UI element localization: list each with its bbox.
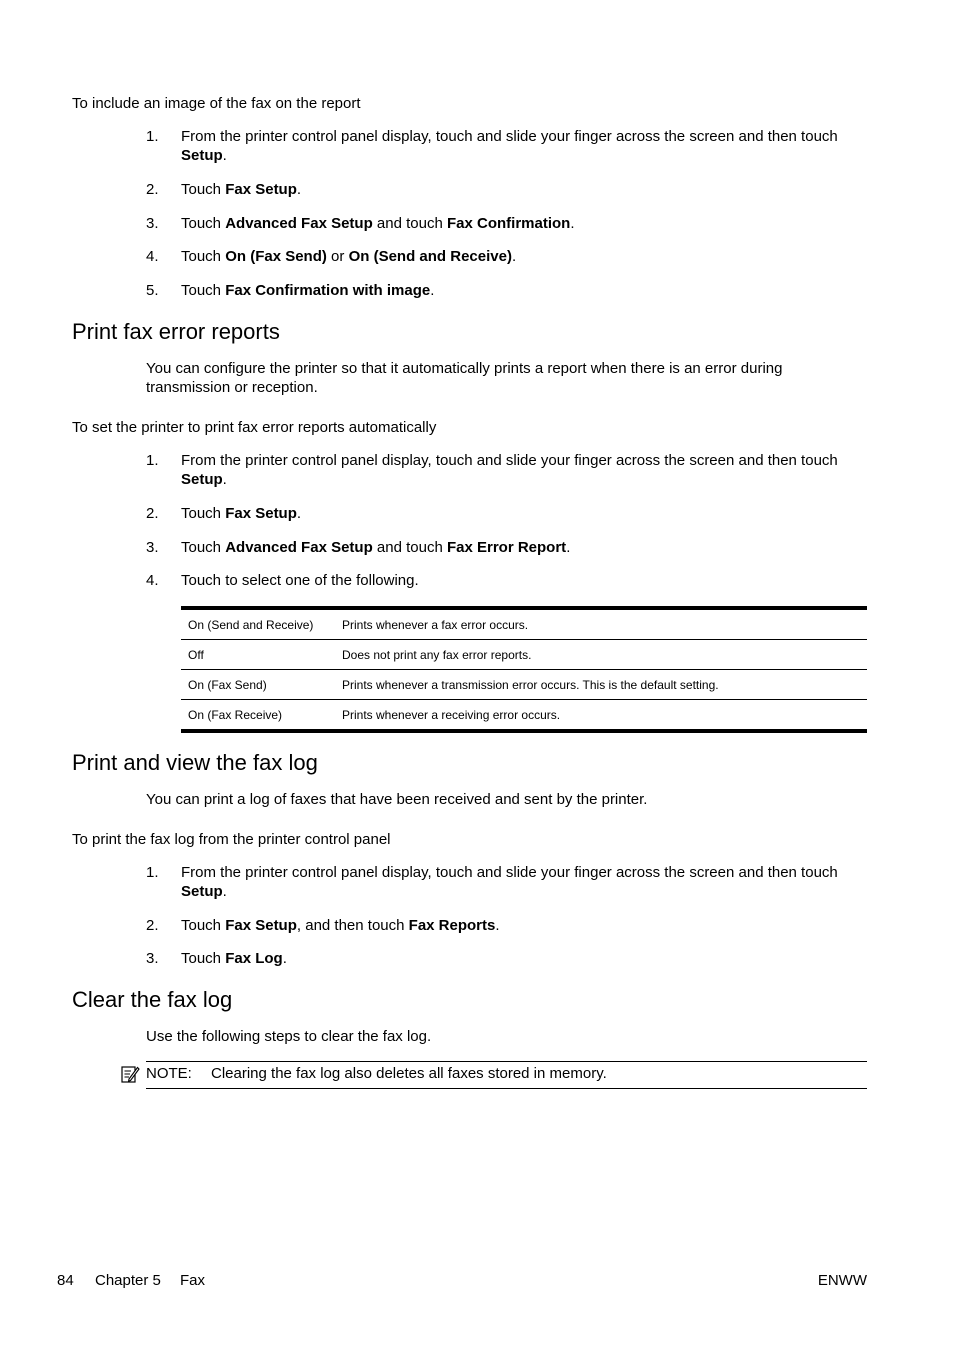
step-text-part: and touch	[372, 539, 447, 556]
ui-term: Setup	[181, 471, 223, 488]
step-text-part: .	[495, 917, 500, 934]
heading-clear-fax-log: Clear the fax log	[72, 987, 233, 1012]
procedure-title-fax-log: To print the fax log from the printer control panel	[72, 831, 391, 848]
ui-term: Fax Log	[225, 950, 283, 967]
ui-term: Setup	[181, 147, 223, 164]
step-text	[181, 916, 846, 935]
step-text-part: Touch	[181, 282, 226, 299]
step-text-part: From the printer control panel display, touch and slide your finger across the screen and then touch	[181, 128, 838, 145]
step-text-part: .	[222, 471, 227, 488]
footer-enww: ENWW	[817, 1272, 867, 1289]
option-name: On (Send and Receive)	[181, 608, 335, 640]
step-text-part: .	[222, 883, 227, 900]
step-text	[181, 214, 846, 233]
table-row	[181, 608, 867, 640]
option-name: On (Fax Receive)	[188, 707, 283, 722]
step-text	[181, 127, 846, 165]
table-row	[181, 670, 867, 700]
step-number: 3.	[146, 215, 159, 232]
step-text-part: , and then touch	[296, 917, 409, 934]
step-text	[181, 863, 846, 901]
step-text	[181, 949, 846, 968]
intro-clear-fax-log: Use the following steps to clear the fax log.	[146, 1028, 432, 1045]
ui-term: Advanced Fax Setup	[225, 215, 373, 232]
step-text-part: Touch	[181, 248, 226, 265]
step-text	[181, 281, 846, 300]
note-box	[146, 1061, 867, 1089]
note-label: NOTE:	[146, 1065, 192, 1082]
step-number: 4.	[146, 572, 159, 589]
step-text-part: .	[566, 539, 571, 556]
option-name: Off	[181, 640, 335, 670]
step-text-part: or	[326, 248, 349, 265]
step-number: 4.	[146, 248, 159, 265]
step-number: 1.	[146, 452, 159, 469]
error-report-options-table	[181, 606, 867, 733]
step-text-part: .	[282, 950, 287, 967]
step-text	[181, 180, 846, 199]
ui-term: Fax Error Report	[446, 539, 567, 556]
step-text	[181, 504, 846, 523]
step-number: 3.	[146, 950, 159, 967]
step-text-part: Touch	[181, 181, 226, 198]
footer-chapter-title: Fax	[180, 1272, 206, 1289]
option-description: Prints whenever a fax error occurs.	[335, 608, 867, 640]
note-icon	[120, 1064, 140, 1084]
step-text-part: .	[222, 147, 227, 164]
procedure-title-include-image: To include an image of the fax on the report	[72, 95, 361, 112]
ui-term: Setup	[181, 883, 223, 900]
step-number: 3.	[146, 539, 159, 556]
ui-term: Fax Reports	[408, 917, 496, 934]
step-text	[181, 571, 846, 590]
option-description: Prints whenever a transmission error occurs. This is the default setting.	[335, 670, 867, 700]
option-name: On (Fax Send)	[181, 670, 335, 700]
step-text-part: Touch	[181, 215, 226, 232]
note-text: Clearing the fax log also deletes all faxes stored in memory.	[211, 1065, 607, 1082]
step-text-part: .	[511, 248, 517, 265]
step-text-part: Touch	[181, 505, 226, 522]
ui-term: Fax Setup	[225, 917, 297, 934]
step-text	[181, 247, 846, 266]
step-text	[181, 538, 846, 557]
intro-print-view-fax-log: You can print a log of faxes that have been received and sent by the printer.	[146, 791, 648, 808]
step-text-part: .	[570, 215, 575, 232]
ui-term: On (Fax Send)	[225, 248, 327, 265]
option-description: Does not print any fax error reports.	[335, 640, 867, 670]
heading-print-view-fax-log: Print and view the fax log	[72, 750, 318, 775]
step-text-part: and touch	[372, 215, 447, 232]
step-text-part: .	[430, 282, 435, 299]
table-row	[181, 700, 867, 732]
step-number: 5.	[146, 282, 159, 299]
step-text-part: Touch	[181, 917, 226, 934]
step-text-part: Touch	[181, 950, 226, 967]
ui-term: On (Send and Receive)	[348, 248, 512, 265]
heading-print-fax-error-reports: Print fax error reports	[72, 319, 280, 344]
step-number: 2.	[146, 181, 159, 198]
step-text-part: Touch to select one of the following.	[181, 572, 419, 589]
step-text	[181, 451, 846, 489]
ui-term: Fax Confirmation	[446, 215, 571, 232]
ui-term: Fax Setup	[225, 505, 297, 522]
procedure-title-error-reports: To set the printer to print fax error reports automatically	[72, 419, 437, 436]
step-text-part: From the printer control panel display, touch and slide your finger across the screen and then touch	[181, 864, 838, 881]
step-text-part: .	[296, 505, 302, 522]
ui-term: Fax Confirmation with image	[225, 282, 431, 299]
step-text-part: Touch	[181, 539, 226, 556]
step-text-part: .	[296, 181, 302, 198]
step-number: 1.	[146, 864, 159, 881]
footer-chapter: Chapter 5	[95, 1272, 161, 1289]
intro-print-fax-error-reports: You can configure the printer so that it automatically prints a report when there is an error during transmission or reception.	[146, 360, 783, 396]
ui-term: Fax Setup	[225, 181, 297, 198]
option-description: Prints whenever a receiving error occurs.	[342, 707, 561, 722]
step-number: 1.	[146, 128, 159, 145]
table-row	[181, 640, 867, 670]
step-number: 2.	[146, 505, 159, 522]
step-number: 2.	[146, 917, 159, 934]
ui-term: Advanced Fax Setup	[225, 539, 373, 556]
footer-page-number: 84	[57, 1272, 74, 1289]
step-text-part: From the printer control panel display, touch and slide your finger across the screen and then touch	[181, 452, 838, 469]
